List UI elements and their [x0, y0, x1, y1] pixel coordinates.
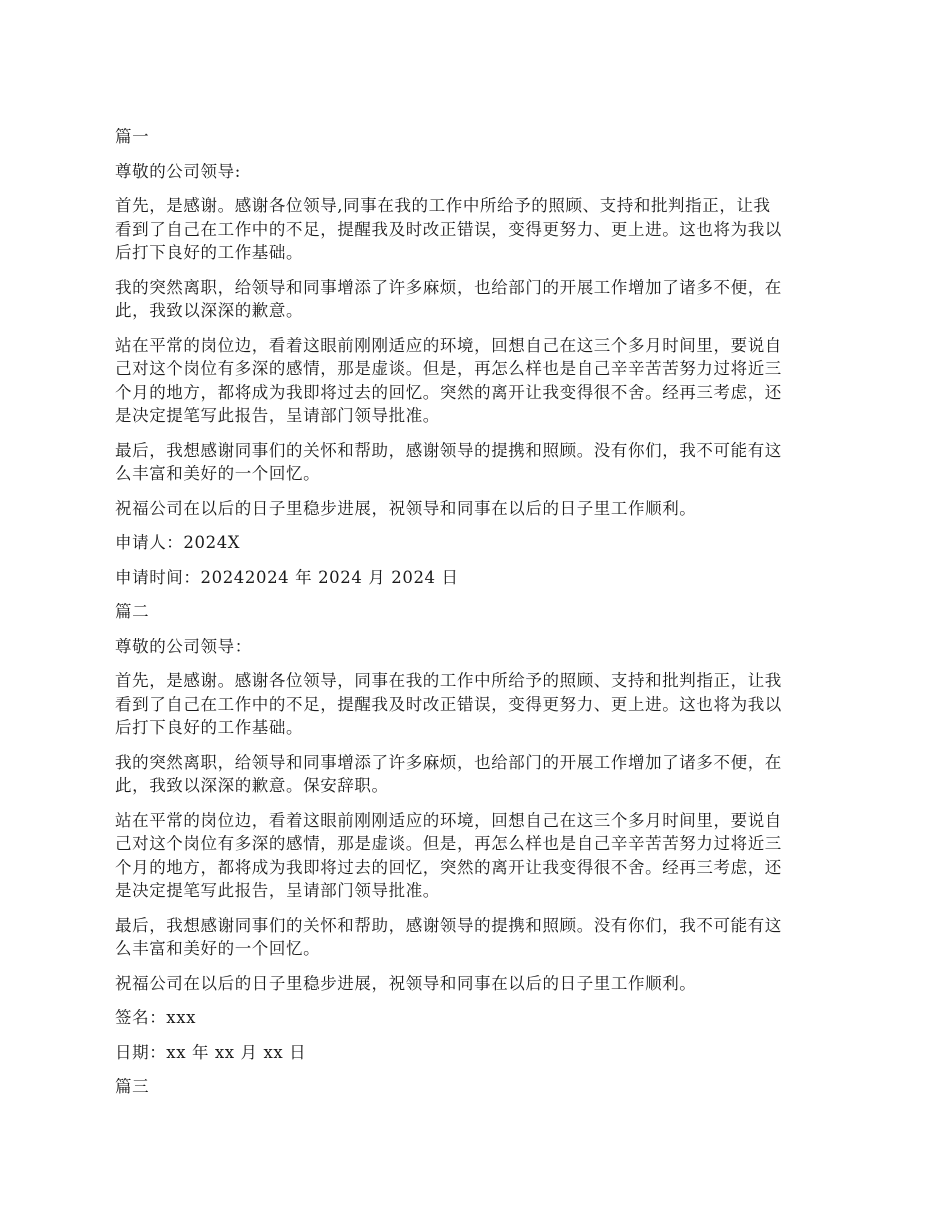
text-line: 后打下良好的工作基础。	[115, 718, 304, 737]
paragraph-apology	[115, 751, 840, 798]
text-line: 我的突然离职，给领导和同事增添了许多麻烦，也给部门的开展工作增加了诸多不便，在	[115, 277, 782, 297]
text-line: 是决定提笔写此报告，呈请部门领导批准。	[115, 406, 440, 425]
section-heading: 篇二	[115, 602, 150, 621]
text-line: 此，我致以深深的歉意。保安辞职。	[115, 776, 389, 795]
text-line: 么丰富和美好的一个回忆。	[115, 464, 321, 483]
applicant-line: 申请人：2024X	[115, 533, 241, 552]
text-line: 此，我致以深深的歉意。	[115, 301, 304, 320]
text-line: 最后，我想感谢同事们的关怀和帮助，感谢领导的提携和照顾。没有你们，我不可能有这	[115, 915, 782, 935]
text-line: 我的突然离职，给领导和同事增添了许多麻烦，也给部门的开展工作增加了诸多不便，在	[115, 752, 782, 772]
text-line: 己对这个岗位有多深的感情，那是虚谈。但是，再怎么样也是自己辛辛苦苦努力过将近三	[115, 834, 782, 853]
text-line: 站在平常的岗位边，看着这眼前刚刚适应的环境，回想自己在这三个多月时间里，要说自	[115, 335, 782, 355]
paragraph-closing	[115, 439, 840, 486]
text-line: 站在平常的岗位边，看着这眼前刚刚适应的环境，回想自己在这三个多月时间里，要说自	[115, 810, 782, 830]
text-line: 个月的地方，都将成为我即将过去的回忆，突然的离开让我变得很不舍。经再三考虑，还	[115, 857, 782, 877]
section-heading: 篇一	[115, 127, 150, 146]
paragraph-closing	[115, 914, 840, 961]
text-line: 看到了自己在工作中的不足，提醒我及时改正错误，变得更努力、更上进。这也将为我以	[115, 694, 782, 714]
paragraph-reflection	[115, 334, 840, 428]
text-line: 是决定提笔写此报告，呈请部门领导批准。	[115, 881, 440, 900]
text-line: 么丰富和美好的一个回忆。	[115, 939, 321, 958]
signature-date: 日期：xx 年 xx 月 xx 日	[115, 1042, 307, 1062]
salutation: 尊敬的公司领导:	[115, 161, 241, 181]
paragraph-thanks	[115, 194, 840, 265]
text-line: 看到了自己在工作中的不足，提醒我及时改正错误，变得更努力、更上进。这也将为我以	[115, 219, 782, 239]
text-line: 最后，我想感谢同事们的关怀和帮助，感谢领导的提携和照顾。没有你们，我不可能有这	[115, 440, 782, 460]
salutation: 尊敬的公司领导：	[115, 636, 252, 656]
paragraph-apology	[115, 276, 840, 323]
paragraph-thanks	[115, 669, 840, 740]
section-heading: 篇三	[115, 1077, 150, 1096]
text-line: 己对这个岗位有多深的感情，那是虚谈。但是，再怎么样也是自己辛辛苦苦努力过将近三	[115, 359, 782, 378]
paragraph-wishes: 祝福公司在以后的日子里稳步进展，祝领导和同事在以后的日子里工作顺利。	[115, 498, 697, 518]
paragraph-reflection	[115, 809, 840, 903]
application-date: 申请时间：20242024 年 2024 月 2024 日	[115, 567, 459, 587]
text-line: 后打下良好的工作基础。	[115, 243, 304, 262]
text-line: 首先，是感谢。感谢各位领导,同事在我的工作中所给予的照顾、支持和批判指正，让我	[115, 196, 771, 215]
paragraph-wishes: 祝福公司在以后的日子里稳步进展，祝领导和同事在以后的日子里工作顺利。	[115, 973, 697, 993]
document-body	[115, 125, 840, 1110]
text-line: 首先，是感谢。感谢各位领导，同事在我的工作中所给予的照顾、支持和批判指正，让我	[115, 671, 782, 690]
signature-line: 签名：xxx	[115, 1008, 197, 1027]
text-line: 个月的地方，都将成为我即将过去的回忆。突然的离开让我变得很不舍。经再三考虑，还	[115, 382, 782, 402]
